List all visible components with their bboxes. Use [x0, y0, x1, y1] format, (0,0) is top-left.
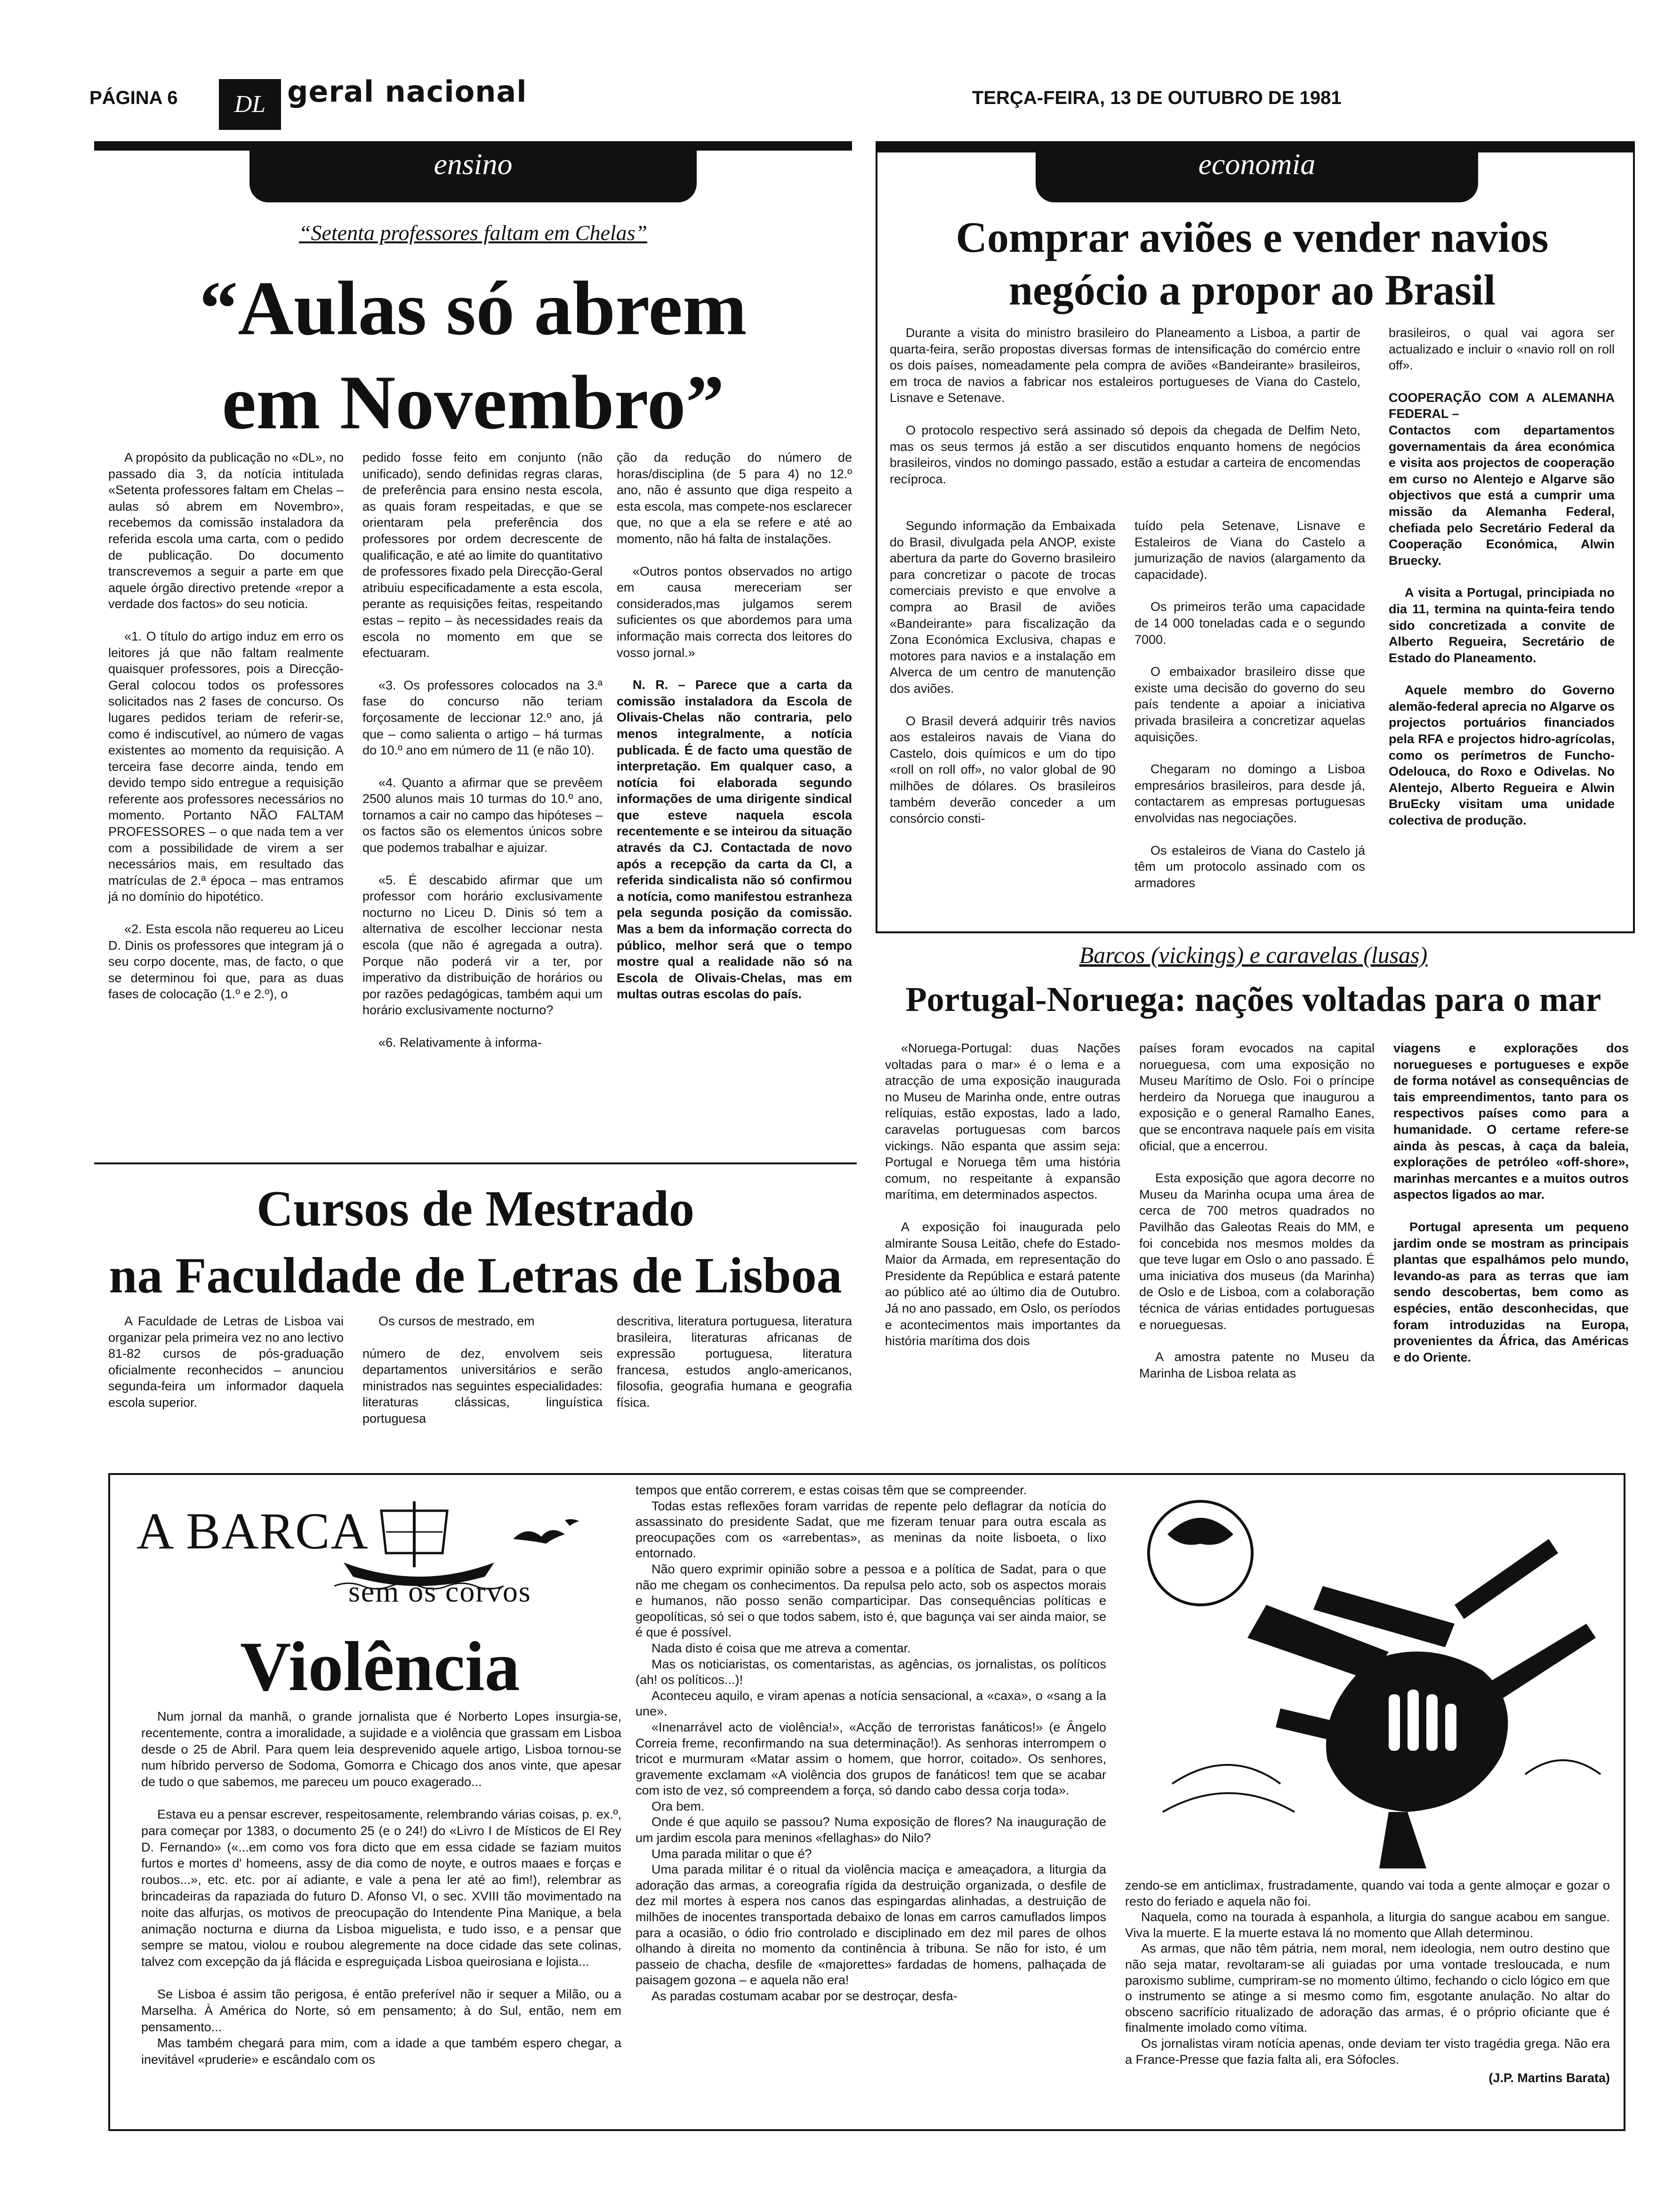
barcos-col2-paragraph: países foram evocados na capital norueguesa, com uma exposição no Museu Marítimo de Oslo. Foi o príncipe herdeiro da Noruega que inaugurou a exposição e o general Ramalho Eanes, que se encontrava naquele país em visita oficial, que a encerrou. — [1139, 1041, 1375, 1153]
barcos-column-3 — [1393, 1040, 1629, 1381]
section-title: geral nacional — [287, 74, 527, 109]
economia-col1-paragraph: O Brasil deverá adquirir três navios aos estaleiros navais de Viana do Castelo, dois químicos e um do tipo «roll on roll off», no valor global de 90 milhões de dólares. Os brasileiros também deverão conceder a um consórcio consti- — [890, 713, 1116, 826]
date-line: TERÇA-FEIRA, 13 DE OUTUBRO DE 1981 — [972, 88, 1342, 108]
cursos-col2-paragraph: Os cursos de mestrado, em — [378, 1314, 535, 1328]
barcos-col3-paragraph: Portugal apresenta um pequeno jardim onde se mostram as principais plantas que espalhámos pelo mundo, levando-as para as terras que iam sendo descobertas, bem como as espécies, então desconhecidas, que foram introduzidas na Europa, provenientes da África, das Américas e do Oriente. — [1393, 1219, 1629, 1364]
ensino-section-tab: ensino — [249, 141, 697, 202]
barcos-headline: Portugal-Noruega: nações voltadas para o mar — [905, 980, 1601, 1019]
economia-column-2 — [1134, 518, 1365, 907]
barca-headline: Violência — [240, 1627, 520, 1706]
barca-column-3 — [1125, 1878, 1610, 2086]
ensino-column-1 — [108, 449, 344, 1018]
barcos-col1-paragraph: A exposição foi inaugurada pelo almirante Sousa Leitão, chefe do Estado-Maior da Armada, em representação do Presidente da República e estará patente ao público até ao último dia de Outubro. Já no ano passado, em Oslo, os períodos e acontecimentos mais importantes da história marítima dos dois — [885, 1219, 1120, 1348]
ensino-col1-paragraph: «1. O título do artigo induz em erro os leitores já que não faltam realmente quaisquer professores, pois a Direcção-Geral colocou todos os professores solicitados nas 2 fases de concurso. Os lugares pedidos teriam de referir-se, como é indiscutível, ao número de vagas existentes ao momento da requisição. A terceira fase decorre ainda, tendo em devido tempo sido entregue a requisição referente aos professores necessários no momento. Portanto NÃO FALTAM PROFESSORES – o que nada tem a ver com a possibilidade de virem a ser necessários mais, em resultado das matrículas de 2.ª época – mas entramos já no domínio do hipotético. — [108, 629, 344, 904]
ensino-column-3 — [617, 449, 852, 1018]
economia-headline — [885, 211, 1619, 316]
cursos-col2-paragraph: número de dez, envolvem seis departamentos universitários e serão ministrados nas seguintes especialidades: literaturas clássicas, linguística portuguesa — [362, 1346, 603, 1426]
economia-section-tab: economia — [1036, 141, 1478, 202]
barca-signature: (J.P. Martins Barata) — [1488, 2071, 1610, 2085]
barca-col2-paragraph: As paradas costumam acabar por se destroçar, desfa- — [652, 1989, 957, 2003]
economia-col3-paragraph: Contactos com departamentos governamentais da área económica e visita aos projectos de cooperação em curso no Alentejo e Algarve são objectivos que está a cumprir uma missão da Alemanha Federal, chefiada pelo Secretário Federal da Cooperação Económica, Alwin Bruecky. — [1389, 423, 1615, 568]
barca-col2-paragraph: Todas estas reflexões foram varridas de repente pelo deflagrar da notícia do assassinato do presidente Sadat, que me fizeram tenuar para outra escala as preocupações com os «arrebentas», as meninas da noite lisboeta, o lixo entornado. — [635, 1499, 1106, 1561]
page-label: PÁGINA 6 — [89, 88, 178, 108]
barca-col3-paragraph: Naquela, como na tourada à espanhola, a liturgia do sangue acabou em sangue. Viva la muerte. E la muerte estava lá no momento que Allah determinou. — [1125, 1910, 1610, 1940]
barca-col2-paragraph: Uma parada militar o que é? — [652, 1846, 812, 1861]
barcos-column-1 — [885, 1040, 1120, 1365]
economia-col2-paragraph: Os primeiros terão uma capacidade de 14 000 toneladas cada e o segundo 7000. — [1134, 600, 1365, 647]
economia-col3-paragraph: Aquele membro do Governo alemão-federal aprecia no Algarve os projectos portuários financiados pela RFA e projectos hidro-agrícolas, como os perímetros de Funcho-Odelouca, do Roxo e Odivelas. No Alentejo, Alberto Regueira e Alwin BruEcky visitam uma unidade colectiva de produção. — [1389, 683, 1615, 828]
barcos-col2-paragraph: Esta exposição que agora decorre no Museu da Marinha ocupa uma área de cerca de 700 metros quadrados no Pavilhão das Galeotas Reais do MM, e foi concebida nos mesmos moldes da que teve lugar em Oslo o ano passado. É uma iniciativa dos museus (da Marinha) de Oslo e de Lisboa, com a colaboração técnica de várias entidades portuguesas e norueguesas. — [1139, 1171, 1375, 1332]
barca-col2-paragraph: Uma parada militar é o ritual da violência maciça e ameaçadora, a liturgia da adoração das armas, a coreografia rígida da destruição organizada, o desfile de dez mil mortes à espera nos canos das espingardas alinhadas, a destruição de milhões de inocentes transportada debaixo de lonas em carros camuflados limpos para a ocasião, o ódio frio controlado e disciplinado em dez mil pares de olhos olhando à direita no momento da continência à tribuna. Se não for isto, é um passeio de chacha, desfile de «majorettes» fardadas de homens, palhaçada de paisagem gozona – e aquela não era! — [635, 1862, 1106, 1988]
ensino-col2-paragraph: «6. Relativamente à informa- — [378, 1035, 542, 1050]
barca-col1-paragraph: Estava eu a pensar escrever, respeitosamente, relembrando várias coisas, p. ex.º, para começar por 1383, o documento 25 (e o 24!) do «Livro I de Místicos de El Rey D. Fernando» («...em como vos fora dicto que em essa cidade se faziam muitos furtos e mortes d' homeens, assy de dia como de noyte, e outros maaes e forças e roubos...», etc. etc. por aí adiante, e vale a pena ler até ao fim!), relembrar as brincadeiras da rapaziada do futuro D. Afonso VI, o sec. XVIII tão movimentado na noite das alfurjas, os motivos de preocupação do Intendente Pina Manique, a bela animação nocturna e diurna da Lisboa miguelista, e tudo isso, e a pensar que sempre se matou, violou e roubou alegremente na doce cidade das sete colinas, talvez com excepção da já flácida e espreguiçada Lisboa queirosiana e lojista... — [141, 1807, 621, 1969]
cursos-col3-paragraph: descritiva, literatura portuguesa, literatura brasileira, literaturas africanas de expressão portuguesa, literatura francesa, estudos anglo-americanos, filosofia, geografia humana e geografia física. — [617, 1314, 852, 1410]
barca-col1-paragraph: Num jornal da manhã, o grande jornalista que é Norberto Lopes insurgia-se, recentemente, contra a imoralidade, a sujidade e a violência que grassam em Lisboa desde o 25 de Abril. Para quem leia desprevenido aquele artigo, Lisboa tornou-se num híbrido perverso de Sodoma, Gomorra e Chicago dos anos vinte, que apesar de tudo o que sabemos, me pareceu um pouco exagerado... — [141, 1709, 621, 1789]
ensino-col2-paragraph: «4. Quanto a afirmar que se prevêem 2500 alunos mais 10 turmas do 10.º ano, tornamos a cair no campo das hipóteses – os factos são os elementos únicos sobre que podemos trabalhar e ajuizar. — [362, 775, 603, 855]
economia-column-3 — [1389, 325, 1615, 845]
logo-mark: DL — [219, 79, 281, 130]
barcos-kicker: Barcos (vickings) e caravelas (lusas) — [1079, 942, 1428, 968]
economia-col3-intro: brasileiros, o qual vai agora ser actualizado e incluir o «navio roll on roll off». — [1389, 326, 1615, 373]
cursos-top-rule — [94, 1162, 857, 1164]
economia-headline-line1: Comprar aviões e vender navios — [956, 213, 1549, 261]
economia-headline-line2: negócio a propor ao Brasil — [1008, 266, 1496, 314]
barcos-col1-paragraph: «Noruega-Portugal: duas Nações voltadas para o mar» é o lema e a atracção de uma exposição inaugurada no Museu de Marinha onde, entre outras relíquias, estão expostas, lado a lado, caravelas portuguesas com barcos vickings. Não espanta que assim seja: Portugal e Noruega têm uma história comum, no respeitante à expansão marítima, em determinados aspectos. — [885, 1041, 1120, 1202]
economia-lead-paragraph: Durante a visita do ministro brasileiro do Planeamento a Lisboa, a partir de quarta-feira, serão propostas diversas formas de intensificação do comércio entre os dois países, nomeadamente pela compra de aviões «Bandeirante» brasileiros, em troca de navios a fabricar nos estaleiros portugueses de Viana do Castelo, Lisnave e Setenave. — [890, 326, 1360, 405]
barca-col2-paragraph: «Inenarrável acto de violência!», «Acção de terroristas fanáticos!» (e Ângelo Correia freme, reconfirmando na sua determinação!). As senhoras interrompem o tricot e murmuram «Matar assim o homem, que horror, coitado». Os senhores, gravemente exclamam «A violência dos grupos de fanáticos! tem que se acabar com isto de vez, só compreendem a força, só dando cabo dessa corja toda». — [635, 1720, 1106, 1798]
barca-col1-paragraph: Mas também chegará para mim, com a idade a que também espero chegar, a inevitável «pruderie» e escândalo com os — [141, 2036, 621, 2067]
ensino-kicker: “Setenta professores faltam em Chelas” — [298, 221, 648, 245]
economia-col3-paragraph: A visita a Portugal, principiada no dia 11, termina na quinta-feira tendo sido concretizada a convite de Alberto Regueira, Secretário de Estado do Planeamento. — [1389, 585, 1615, 665]
ensino-headline — [94, 262, 852, 450]
economia-column-1 — [890, 518, 1116, 843]
barca-col3-paragraph: As armas, que não têm pátria, nem moral, nem ideologia, nem outro destino que não seja matar, revoltaram-se ali guiadas por uma vontade tresloucada, e num paroxismo sublime, cumpriram-se no momento último, fechando o ciclo lógico em que o instrumento se atinge a si mesmo como fim, esgotante anulação. No altar do obsceno sacrifício ritualizado de adoração das armas, é o próprio oficiante que é finalmente imolado como vítima. — [1125, 1941, 1610, 2035]
economia-col2-paragraph: tuído pela Setenave, Lisnave e Estaleiros de Viana do Castelo a jumurização de navios (alargamento da capacidade). — [1134, 519, 1365, 582]
barca-col2-paragraph: tempos que então correrem, e estas coisas têm que se compreender. — [635, 1483, 1027, 1497]
crow-icon — [508, 1515, 584, 1558]
economia-col2-paragraph: O embaixador brasileiro disse que existe uma decisão do governo do seu país tendente a apoiar a iniciativa privada brasileira a concretizar aquelas aquisições. — [1134, 665, 1365, 744]
ensino-col2-paragraph: pedido fosse feito em conjunto (não unificado), sendo definidas regras claras, de preferência para ensino nesta escola, as quais foram respeitadas, e que se orientaram pela preferência dos professores por ordem decrescente de qualificação, e até ao limite do quantitativo de professores fixado pela Direcção-Geral atribuiu especificadamente a esta escola, perante as requisições feitas, respeitando estas – repito – às necessidades reais da escola no momento em que se efectuaram. — [362, 450, 603, 660]
ensino-col3-paragraph: «Outros pontos observados no artigo em causa mereceriam ser considerados,mas julgamos serem suficientes os que abordemos para uma informação mais correcta dos leitores do vosso jornal.» — [617, 564, 852, 660]
cursos-headline-line2: na Faculdade de Letras de Lisboa — [109, 1248, 842, 1304]
ensino-column-2 — [362, 449, 603, 1067]
barcos-col2-paragraph: A amostra patente no Museu da Marinha de Lisboa relata as — [1139, 1350, 1375, 1380]
cursos-headline-line1: Cursos de Mestrado — [257, 1181, 694, 1237]
barca-logo-subtitle: sem os corvos — [348, 1575, 531, 1608]
barca-logo — [137, 1492, 588, 1619]
ensino-col2-paragraph: «5. É descabido afirmar que um professor com horário exclusivamente nocturno no Liceu D. Dinis só tem a alternativa de escolher leccionar nesta escola (que não é agregada a outra). Porque não poderá vir a ter, por imperativo da distribuição de horários ou por razões pedagógicas, também aqui um horário exclusivamente nocturno? — [362, 873, 603, 1018]
cursos-column-2 — [362, 1313, 603, 1443]
barca-col3-paragraph: Os jornalistas viram notícia apenas, onde deviam ter visto tragédia grega. Não era a France-Presse que fazia falta ali, era Sófocles. — [1125, 2036, 1610, 2067]
economia-col2-paragraph: Os estaleiros de Viana do Castelo já têm um protocolo assinado com os armadores — [1134, 843, 1365, 890]
barca-col2-paragraph: Mas os noticiaristas, os comentaristas, as agências, os jornalistas, os políticos (ah! os políticos...)! — [635, 1657, 1106, 1687]
barca-col3-paragraph: zendo-se em anticlimax, frustradamente, quando vai toda a gente almoçar e gozar o resto do feriado e aquela não foi. — [1125, 1878, 1610, 1908]
cursos-column-3 — [617, 1313, 852, 1427]
ensino-headline-line2: em Novembro” — [222, 360, 724, 445]
barca-col2-paragraph: Ora bem. — [652, 1799, 705, 1813]
economia-lead-paragraph: O protocolo respectivo será assinado só depois da chegada de Delfim Neto, mas os seus termos já estão a ser discutidos enquanto homens de negócios brasileiros, vindos no domingo passado, estão a estudar a carteira de encomendas recíproca. — [890, 423, 1360, 486]
masthead — [0, 0, 1657, 141]
economia-col3-heading: COOPERAÇÃO COM A ALEMANHA FEDERAL – — [1389, 390, 1615, 421]
barca-column-1 — [141, 1708, 621, 2084]
cursos-column-1 — [108, 1313, 344, 1427]
ensino-col2-paragraph: «3. Os professores colocados na 3.ª fase do concurso não teriam forçosamente de leccionar 12.º ano, já que – como salienta o artigo – há turmas do 10.º ano em número de 11 (e não 10). — [362, 678, 603, 758]
cursos-headline — [94, 1176, 857, 1309]
ensino-headline-line1: “Aulas só abrem — [199, 266, 747, 351]
ensino-col1-paragraph: «2. Esta escola não requereu ao Liceu D. Dinis os professores que integram já o seu corpo docente, mas, de facto, o que se determinou foi que, para as duas fases de colocação (1.º e 2.º), o — [108, 922, 344, 1002]
barca-column-2 — [635, 1483, 1106, 2004]
ensino-col3-paragraph: ção da redução do número de horas/disciplina (de 5 para 4) no 12.º ano, não é assunto que diga respeito a esta escola, mas compete-nos esclarecer que, no que a ela se refere e até ao momento, não há falta de instalações. — [617, 450, 852, 546]
barca-col2-paragraph: Nada disto é coisa que me atreva a comentar. — [652, 1641, 911, 1655]
cursos-col1-paragraph: A Faculdade de Letras de Lisboa vai organizar pela primeira vez no ano lectivo 81-82 cursos de pós-graduação oficialmente reconhecidos – anunciou segunda-feira um informador daquela escola superior. — [108, 1314, 344, 1410]
ensino-col1-paragraph: A propósito da publicação no «DL», no passado dia 3, da notícia intitulada «Setenta professores faltam em Chelas – aulas só abrem em Novembro», recebemos da comissão instaladora da referida escola uma carta, com o pedido de publicação. Do documento transcrevemos a seguir a parte em que aquele órgão directivo pretende «repor a verdade dos factos» do seu noticia. — [108, 450, 344, 611]
barca-col1-paragraph: Se Lisboa é assim tão perigosa, é então preferível não ir sequer a Milão, ou a Marselha. À América do Norte, só em pensamento; à do Sul, então, nem em pensamento... — [141, 1987, 621, 2034]
barca-logo-title: A BARCA — [137, 1502, 369, 1560]
economia-lead — [890, 325, 1360, 503]
economia-col2-paragraph: Chegaram no domingo a Lisboa empresários brasileiros, para desde já, contactarem as empresas portuguesas envolvidas nas negociações. — [1134, 762, 1365, 825]
barca-col2-paragraph: Onde é que aquilo se passou? Numa exposição de flores? Na inauguração de um jardim escola para meninos «fellaghas» do Nilo? — [635, 1815, 1106, 1845]
barcos-col3-paragraph: viagens e explorações dos noruegueses e portugueses e expõe de forma notável as consequências de tais empreendimentos, tanto para os respectivos países como para a humanidade. O certame refere-se ainda às pescas, à caça da baleia, explorações de petróleo «off-shore», marinhas mercantes e a muitos outros aspectos ligados ao mar. — [1393, 1041, 1629, 1202]
barcos-column-2 — [1139, 1040, 1375, 1397]
barca-col2-paragraph: Aconteceu aquilo, e viram apenas a notícia sensacional, a «caxa», o «sang a la une». — [635, 1688, 1106, 1719]
barca-col2-paragraph: Não quero exprimir opinião sobre a pessoa e a política de Sadat, para o que não me chegam os conhecimentos. Da repulsa pelo acto, sob os aspectos morais e humanos, não posso senão comparticipar. Das consequências políticas e geopolíticas, só sei o que todos sabem, isto é, que bagunça vai ser ainda maior, se é que é possível. — [635, 1562, 1106, 1640]
economia-col1-paragraph: Segundo informação da Embaixada do Brasil, divulgada pela ANOP, existe abertura da parte do Governo brasileiro para concretizar o pacote de trocas comerciais previsto e que envolve a compra ao Brasil de aviões «Bandeirante» para fiscalização da Zona Económica Exclusiva, chapas e motores para navios e a instalação em Alverca de um centro de manutenção dos aviões. — [890, 519, 1116, 696]
violence-illustration — [1125, 1483, 1615, 1868]
ensino-editor-note: N. R. – Parece que a carta da comissão instaladora da Escola de Olivais-Chelas não contraria, pelo menos integralmente, a notícia publicada. É de facto uma questão de interpretação. Em qualquer caso, a notícia foi elaborada segundo informações de uma dirigente sindical que esteve naquela escola recentemente e se inteirou da situação através da CJ. Contactada de novo após a recepção da carta da CI, a referida sindicalista não só confirmou a notícia, como manifestou estranheza pela segunda posição da comissão. Mas a bem da informação correcta do público, melhor será que o tempo mostre qual a realidade não só na Escola de Olivais-Chelas, mas em multas outras escolas do país. — [617, 678, 852, 1002]
